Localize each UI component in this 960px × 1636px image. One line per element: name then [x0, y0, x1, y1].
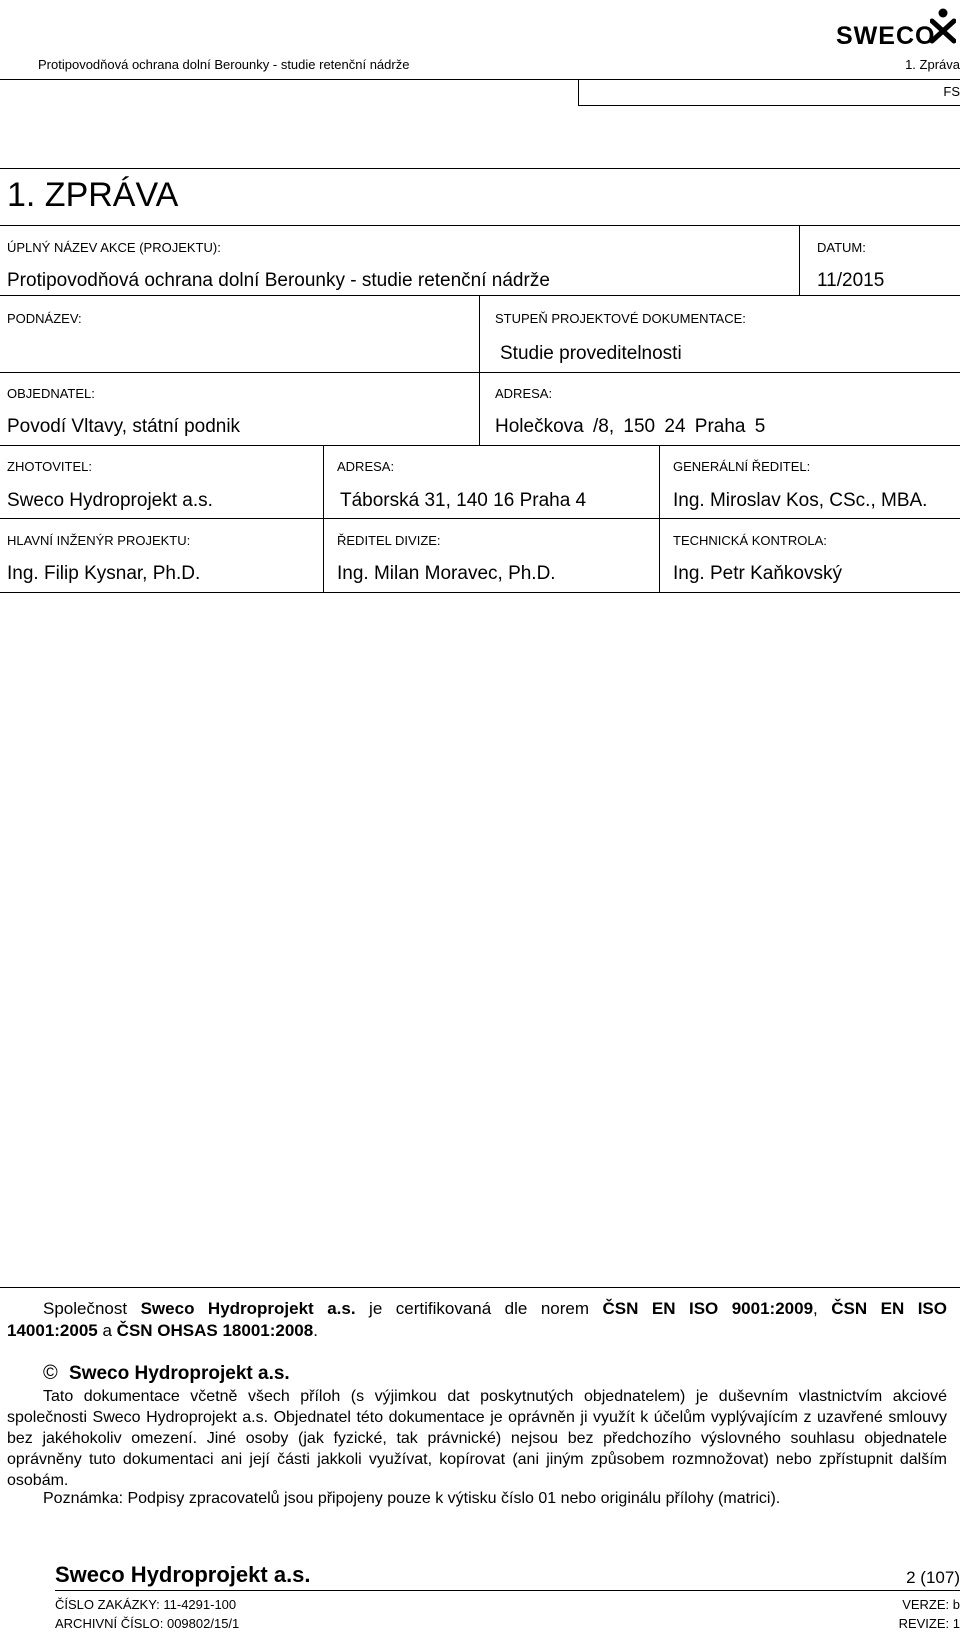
notice-rule	[0, 1287, 960, 1288]
row2-rule	[0, 372, 960, 373]
certification-line2: 14001:2005 a ČSN OHSAS 18001:2008.	[7, 1321, 318, 1340]
client-address-value: Holečkova /8, 150 24 Praha 5	[495, 416, 766, 437]
row3-rule	[0, 445, 960, 446]
division-director-label: ŘEDITEL DIVIZE:	[337, 533, 441, 548]
vline-middle	[479, 295, 480, 445]
general-director-label: GENERÁLNÍ ŘEDITEL:	[673, 459, 811, 474]
contractor-address-value: Táborská 31, 140 16 Praha 4	[340, 490, 587, 511]
copyright-text: Tato dokumentace včetně všech příloh (s výjimkou dat poskytnutých objednatelem) je duševním vlastnictvím akciové společnosti Sweco Hydroprojekt a.s. Objednatel této dokumentace je oprávněn ji využít k účelům vyplývajícím z uzavřené smlouvy bez jakéhokoliv omezení. Jiné osoby (jak fyzické, tak právnické) nejsou bez předchozího výslovného souhlasu objednatele oprávněny tuto dokumentaci ani její části jakkoli využívat, kopírovat (ani jiným způsobem rozmnožovat) nebo zpřístupnit dalším osobám.	[7, 1388, 947, 1489]
header-title: Protipovodňová ochrana dolní Berounky - studie retenční nádrže	[38, 57, 410, 72]
cert-norm-9001: ČSN EN ISO 9001:2009	[602, 1299, 814, 1318]
header-code: FS	[943, 84, 960, 99]
cert-norm-ohsas: ČSN OHSAS 18001:2008	[116, 1321, 314, 1340]
footer-company: Sweco Hydroprojekt a.s.	[55, 1562, 311, 1587]
top-rule	[0, 168, 960, 169]
header-box-left	[578, 79, 579, 105]
stage-value: Studie proveditelnosti	[500, 343, 682, 364]
technical-control-value: Ing. Petr Kaňkovský	[673, 563, 842, 584]
client-value: Povodí Vltavy, státní podnik	[7, 416, 241, 437]
version: VERZE: b	[902, 1597, 960, 1612]
row1-rule	[0, 295, 960, 296]
subproject-label: PODNÁZEV:	[7, 311, 82, 326]
date-label: DATUM:	[817, 240, 866, 255]
cert-norm-14001-b: 14001:2005	[7, 1321, 98, 1340]
project-name-label: ÚPLNÝ NÁZEV AKCE (PROJEKTU):	[7, 240, 221, 255]
contractor-label: ZHOTOVITEL:	[7, 459, 92, 474]
vline-date	[799, 225, 800, 295]
date-value: 11/2015	[817, 270, 885, 291]
revision: REVIZE: 1	[898, 1616, 960, 1631]
title-rule	[0, 225, 960, 226]
header-section: 1. Zpráva	[905, 57, 960, 72]
copyright-heading	[43, 1362, 290, 1385]
contractor-value: Sweco Hydroprojekt a.s.	[7, 490, 213, 511]
stage-label: STUPEŇ PROJEKTOVÉ DOKUMENTACE:	[495, 311, 746, 326]
table-bottom-rule	[0, 592, 960, 593]
copyright-note: Poznámka: Podpisy zpracovatelů jsou připojeny pouze k výtisku číslo 01 nebo originálu přílohy (matrici).	[43, 1490, 781, 1507]
division-director-value: Ing. Milan Moravec, Ph.D.	[337, 563, 556, 584]
chief-engineer-value: Ing. Filip Kysnar, Ph.D.	[7, 563, 201, 584]
footer-rule	[55, 1590, 960, 1591]
order-number: ČÍSLO ZAKÁZKY: 11-4291-100	[55, 1597, 237, 1612]
chief-engineer-label: HLAVNÍ INŽENÝR PROJEKTU:	[7, 533, 191, 548]
archive-number: ARCHIVNÍ ČÍSLO: 009802/15/1	[55, 1616, 240, 1631]
page-number: 2 (107)	[906, 1568, 960, 1587]
contractor-address-label: ADRESA:	[337, 459, 395, 474]
page-title: 1. ZPRÁVA	[7, 176, 179, 214]
header-rule	[0, 79, 960, 80]
client-address-label: ADRESA:	[495, 386, 553, 401]
logo-text: SWECO	[836, 22, 936, 50]
sweco-figure-icon	[930, 8, 956, 48]
copyright-company: Sweco Hydroprojekt a.s.	[69, 1363, 290, 1384]
certification-line1: Společnost Sweco Hydroprojekt a.s. je certifikovaná dle norem ČSN EN ISO 9001:2009, ČSN EN ISO	[43, 1299, 947, 1318]
client-label: OBJEDNATEL:	[7, 386, 95, 401]
cert-company: Sweco Hydroprojekt a.s.	[140, 1299, 356, 1318]
project-name: Protipovodňová ochrana dolní Berounky - studie retenční nádrže	[7, 270, 550, 291]
header-box-bottom	[578, 105, 960, 106]
sweco-logo	[836, 8, 960, 48]
row4-rule	[0, 518, 960, 519]
technical-control-label: TECHNICKÁ KONTROLA:	[673, 533, 827, 548]
copyright-icon: ©	[43, 1362, 58, 1384]
general-director-value: Ing. Miroslav Kos, CSc., MBA.	[673, 490, 928, 511]
cert-norm-14001-a: ČSN EN ISO	[831, 1299, 947, 1318]
